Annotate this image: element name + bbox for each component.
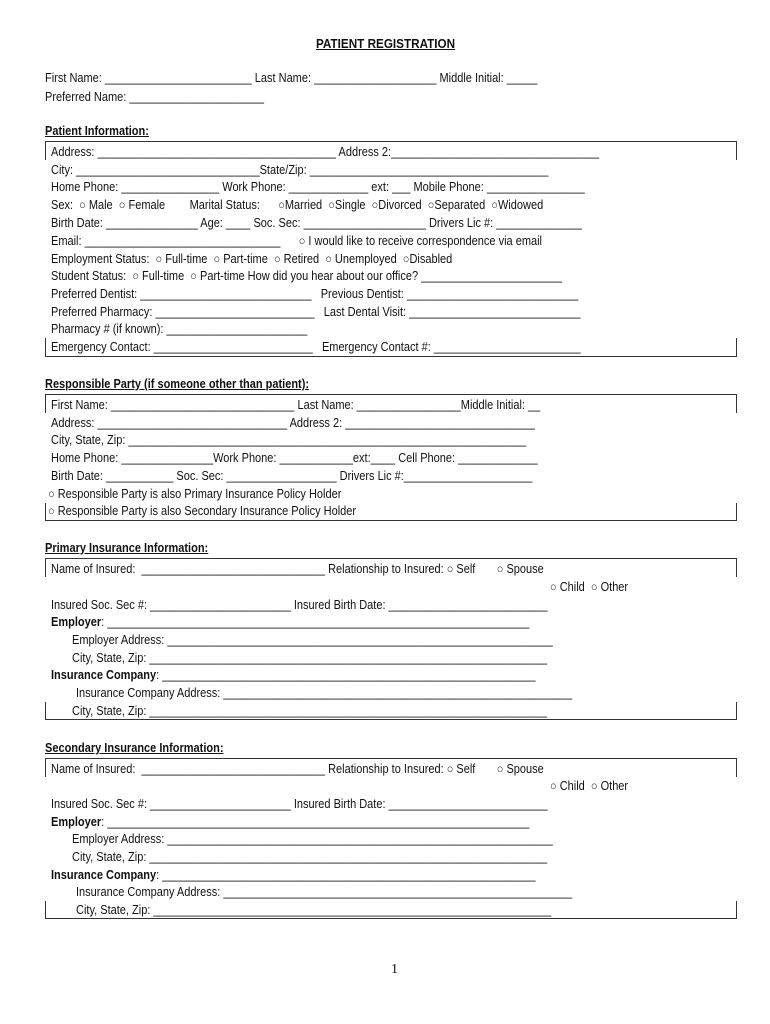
secondary-employer-city-row[interactable]: City, State, Zip: _________________________________________________________________	[72, 850, 548, 864]
patient-line[interactable]: Preferred Pharmacy: __________________________ Last Dental Visit: ____________________________	[51, 305, 581, 319]
primary-insurance-city-row[interactable]: City, State, Zip: _________________________________________________________________	[72, 704, 548, 718]
patient-line[interactable]: Pharmacy # (if known): _______________________	[51, 322, 308, 336]
primary-insurance-heading: Primary Insurance Information:	[45, 541, 209, 555]
primary-box-bottom	[45, 702, 737, 720]
primary-relationship-options[interactable]: ○ Child ○ Other	[550, 580, 629, 594]
patient-line[interactable]: Preferred Dentist: ____________________________ Previous Dentist: ____________________________	[51, 287, 579, 301]
secondary-box-bottom	[45, 901, 737, 919]
patient-info-heading: Patient Information:	[45, 124, 149, 138]
preferred-name-row[interactable]: Preferred Name: ______________________	[45, 90, 264, 104]
patient-line[interactable]: Home Phone: ________________ Work Phone: _____________ ext: ___ Mobile Phone: ________________	[51, 180, 585, 194]
secondary-insurance-address-row[interactable]: Insurance Company Address: _________________________________________________________	[76, 885, 573, 899]
primary-employer-row[interactable]: Employer: _____________________________________________________________________	[51, 615, 530, 629]
secondary-relationship-options[interactable]: ○ Child ○ Other	[550, 779, 629, 793]
primary-employer-address-row[interactable]: Employer Address: _______________________________________________________________	[72, 633, 553, 647]
secondary-employer-row[interactable]: Employer: _____________________________________________________________________	[51, 815, 530, 829]
responsible-line[interactable]: City, State, Zip: _________________________________________________________________	[51, 433, 527, 447]
patient-line[interactable]: Student Status: ○ Full-time ○ Part-time How did you hear about our office? _______________________	[51, 269, 562, 283]
responsible-line[interactable]: Birth Date: ___________ Soc. Sec: __________________ Drivers Lic #:_____________________	[51, 469, 533, 483]
page-number: 1	[391, 962, 398, 977]
patient-line[interactable]: Email: ________________________________ ○ I would like to receive correspondence via email	[51, 234, 542, 248]
page-title: PATIENT REGISTRATION	[316, 36, 456, 51]
patient-box-bottom	[45, 338, 737, 357]
primary-soc-sec-row[interactable]: Insured Soc. Sec #: _______________________ Insured Birth Date: __________________________	[51, 598, 548, 612]
secondary-soc-sec-row[interactable]: Insured Soc. Sec #: _______________________ Insured Birth Date: __________________________	[51, 797, 548, 811]
patient-line[interactable]: Sex: ○ Male ○ Female Marital Status: ○Married ○Single ○Divorced ○Separated ○Widowed	[51, 198, 544, 212]
responsible-primary-holder-option[interactable]: ○ Responsible Party is also Primary Insurance Policy Holder	[48, 487, 342, 501]
responsible-box-bottom	[45, 503, 737, 521]
responsible-party-heading: Responsible Party (if someone other than patient):	[45, 377, 310, 391]
primary-insured-name-row[interactable]: Name of Insured: ______________________________ Relationship to Insured: ○ Self ○ Spouse	[51, 562, 544, 576]
secondary-insurance-company-row[interactable]: Insurance Company: _____________________________________________________________	[51, 868, 536, 882]
patient-line[interactable]: Address: _______________________________________ Address 2:__________________________________	[51, 145, 600, 159]
responsible-line[interactable]: Address: _______________________________ Address 2: _______________________________	[51, 416, 535, 430]
responsible-secondary-holder-option[interactable]: ○ Responsible Party is also Secondary Insurance Policy Holder	[48, 504, 357, 518]
patient-line[interactable]: City: ______________________________State/Zip: _______________________________________	[51, 163, 549, 177]
responsible-line[interactable]: First Name: ______________________________ Last Name: _________________Middle Initial: __	[51, 398, 541, 412]
name-row[interactable]: First Name: ________________________ Last Name: ____________________ Middle Initial: _____	[45, 71, 538, 85]
primary-insurance-company-row[interactable]: Insurance Company: _____________________________________________________________	[51, 668, 536, 682]
secondary-insured-name-row[interactable]: Name of Insured: ______________________________ Relationship to Insured: ○ Self ○ Spouse	[51, 762, 544, 776]
secondary-employer-address-row[interactable]: Employer Address: _______________________________________________________________	[72, 832, 553, 846]
patient-line[interactable]: Employment Status: ○ Full-time ○ Part-time ○ Retired ○ Unemployed ○Disabled	[51, 252, 453, 266]
secondary-insurance-heading: Secondary Insurance Information:	[45, 741, 224, 755]
responsible-line[interactable]: Home Phone: _______________Work Phone: ____________ext:____ Cell Phone: _____________	[51, 451, 538, 465]
patient-line[interactable]: Birth Date: _______________ Age: ____ Soc. Sec: ____________________ Drivers Lic #: ______________	[51, 216, 582, 230]
secondary-insurance-city-row[interactable]: City, State, Zip: _________________________________________________________________	[76, 903, 552, 917]
primary-insurance-address-row[interactable]: Insurance Company Address: _________________________________________________________	[76, 686, 573, 700]
patient-line[interactable]: Emergency Contact: __________________________ Emergency Contact #: ________________________	[51, 340, 581, 354]
primary-employer-city-row[interactable]: City, State, Zip: _________________________________________________________________	[72, 651, 548, 665]
